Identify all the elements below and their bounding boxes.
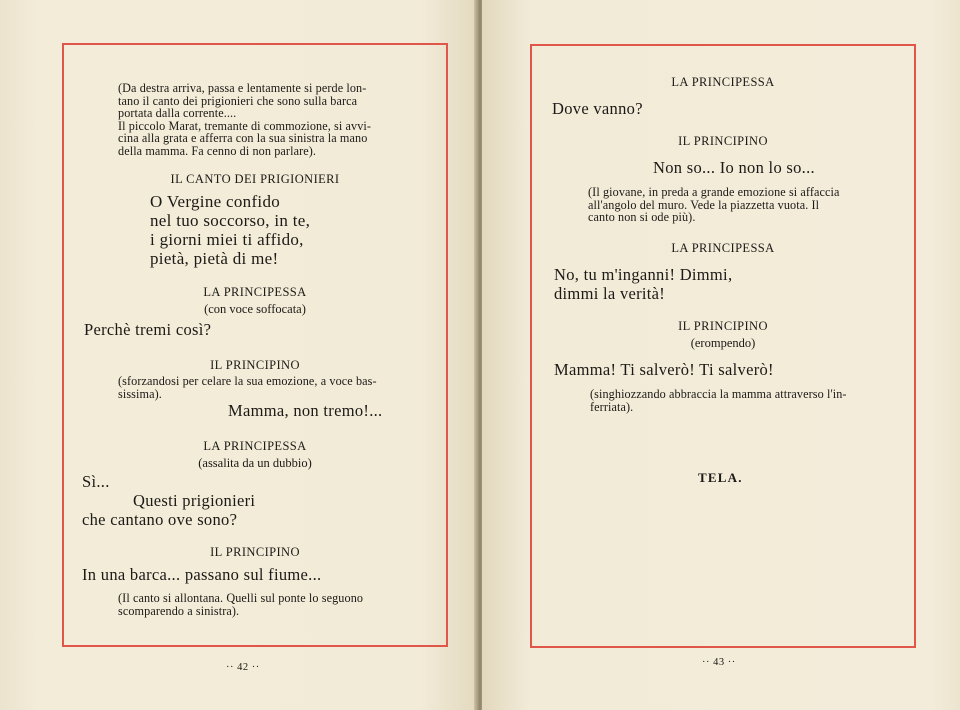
song-line: nel tuo soccorso, in te, [150, 211, 311, 230]
right-page [482, 0, 960, 710]
dialogue-line: No, tu m'inganni! Dimmi, dimmi la verità! [554, 265, 733, 303]
dialogue-line: Questi prigionieri [133, 491, 256, 510]
speaker-heading: LA PRINCIPESSA [203, 439, 307, 453]
speaker-heading: LA PRINCIPESSA [203, 285, 307, 299]
dialogue-line: che cantano ove sono? [82, 510, 238, 529]
song-line: O Vergine confido [150, 192, 281, 211]
left-page [0, 0, 478, 710]
stage-direction: (Da destra arriva, passa e lentamente si perde lon- tano il canto dei prigionieri che sono sulla barca portata dalla corrente.... Il piccolo Marat, tremante di commozione, si avvi- cina alla grata e afferra con la sua sinistra la mano della mamma. Fa cenno di non parlare). [118, 81, 372, 158]
dialogue-line: Mamma! Ti salverò! Ti salverò! [554, 360, 774, 379]
stage-direction: (Il canto si allontana. Quelli sul ponte lo seguono scomparendo a sinistra). [118, 591, 364, 618]
speaker-heading: IL CANTO DEI PRIGIONIERI [170, 172, 340, 186]
speaker-heading: IL PRINCIPINO [210, 545, 300, 559]
speaker-heading: LA PRINCIPESSA [671, 241, 775, 255]
dialogue-line: In una barca... passano sul fiume... [82, 565, 322, 584]
speaker-heading: IL PRINCIPINO [678, 319, 768, 333]
page-number: ·· 43 ·· [702, 657, 736, 668]
stage-direction: (sforzandosi per celare la sua emozione, a voce bas- sissima). [118, 374, 377, 401]
speaker-direction: (con voce soffocata) [204, 302, 306, 316]
curtain-label: TELA. [698, 470, 743, 485]
dialogue-line: Dove vanno? [552, 99, 643, 118]
speaker-direction: (assalita da un dubbio) [198, 456, 312, 470]
song-line: pietà, pietà di me! [150, 249, 279, 268]
dialogue-line: Sì... [82, 472, 110, 491]
dialogue-line: Perchè tremi così? [84, 320, 212, 339]
dialogue-line: Mamma, non tremo!... [228, 401, 383, 420]
page-number: ·· 42 ·· [226, 662, 260, 673]
speaker-direction: (erompendo) [690, 336, 756, 350]
song-line: i giorni miei ti affido, [150, 230, 304, 249]
stage-direction: (singhiozzando abbraccia la mamma attraverso l'in- ferriata). [590, 387, 847, 414]
speaker-heading: IL PRINCIPINO [678, 134, 768, 148]
speaker-heading: IL PRINCIPINO [210, 358, 300, 372]
dialogue-line: Non so... Io non lo so... [653, 158, 815, 177]
stage-direction: (Il giovane, in preda a grande emozione si affaccia all'angolo del muro. Vede la piazzetta vuota. Il canto non si ode più). [588, 185, 840, 224]
speaker-heading: LA PRINCIPESSA [671, 75, 775, 89]
